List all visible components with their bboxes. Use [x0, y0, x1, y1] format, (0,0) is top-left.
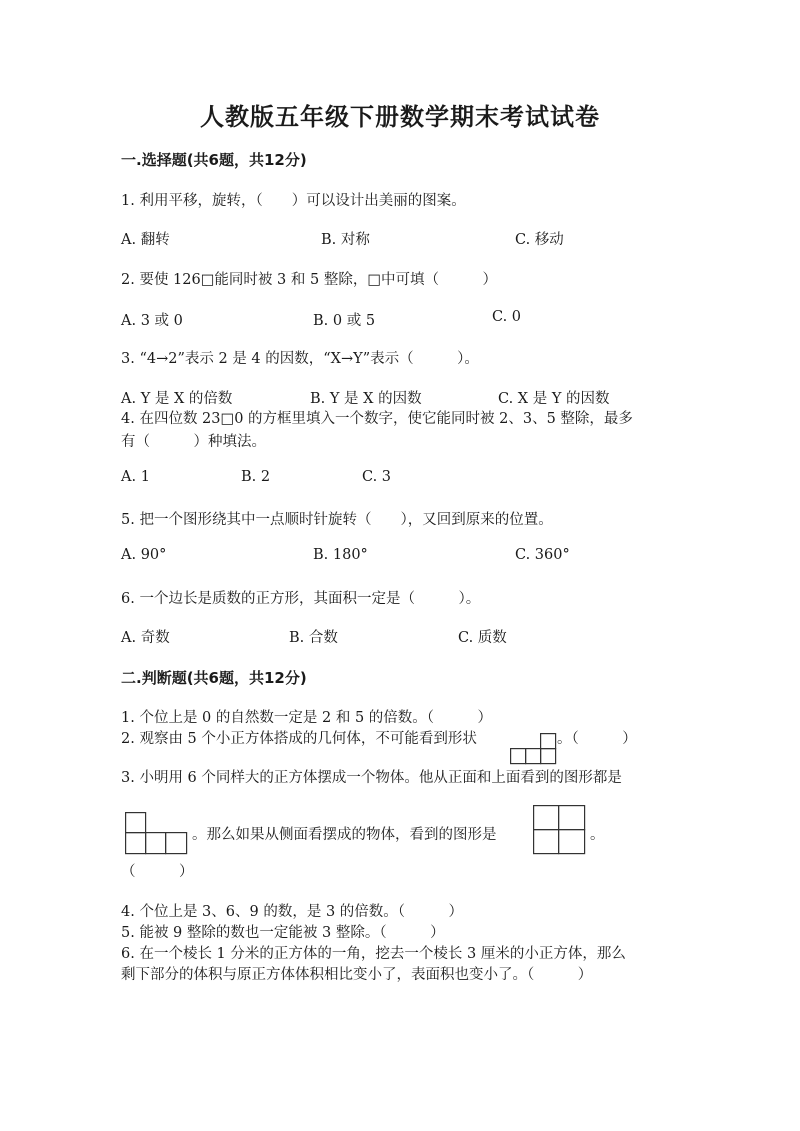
front-top-view-figure — [125, 812, 189, 856]
option-4a: A. 1 — [121, 469, 150, 485]
question-1: 1. 利用平移，旋转，（ ）可以设计出美丽的图案。 — [121, 193, 466, 209]
judge-question-4: 4. 个位上是 3、6、9 的数，是 3 的倍数。（ ） — [121, 904, 464, 920]
judge-question-3-line1: 3. 小明用 6 个同样大的正方体摆成一个物体。他从正面和上面看到的图形都是 — [121, 770, 622, 786]
option-3b: B. Y 是 X 的因数 — [310, 391, 422, 407]
option-3c: C. X 是 Y 的因数 — [498, 391, 610, 407]
question-3: 3. “4→2”表示 2 是 4 的因数，“X→Y”表示（ ）。 — [121, 351, 479, 367]
question-4-line1: 4. 在四位数 23□0 的方框里填入一个数字，使它能同时被 2、3、5 整除，最多 — [121, 411, 633, 427]
option-5c: C. 360° — [515, 547, 570, 563]
option-2b: B. 0 或 5 — [313, 313, 376, 329]
question-6: 6. 一个边长是质数的正方形，其面积一定是（ ）。 — [121, 591, 481, 607]
shape-figure-q2 — [510, 733, 558, 765]
option-5a: A. 90° — [121, 547, 167, 563]
option-2a: A. 3 或 0 — [121, 313, 183, 329]
option-4c: C. 3 — [362, 469, 392, 485]
option-4b: B. 2 — [241, 469, 271, 485]
question-4-line2: 有（ ）种填法。 — [121, 434, 266, 450]
judge-question-5: 5. 能被 9 整除的数也一定能被 3 整除。（ ） — [121, 925, 445, 941]
option-1c: C. 移动 — [515, 232, 564, 248]
judge-question-1: 1. 个位上是 0 的自然数一定是 2 和 5 的倍数。（ ） — [121, 710, 493, 726]
option-5b: B. 180° — [313, 547, 368, 563]
option-1a: A. 翻转 — [121, 232, 170, 248]
judge-question-6-line2: 剩下部分的体积与原正方体体积相比变小了，表面积也变小了。（ ） — [121, 967, 593, 983]
option-6b: B. 合数 — [289, 630, 338, 646]
section-heading-judgement: 二.判断题(共6题，共12分) — [121, 669, 307, 687]
option-3a: A. Y 是 X 的倍数 — [121, 391, 233, 407]
option-1b: B. 对称 — [321, 232, 370, 248]
judge-question-2-paren: 。（ ） — [557, 731, 637, 747]
section-heading-choice: 一.选择题(共6题，共12分) — [121, 151, 307, 169]
judge-question-2: 2. 观察由 5 个小正方体搭成的几何体，不可能看到形状 — [121, 731, 477, 747]
judge-question-3-end: 。 — [590, 827, 605, 843]
side-view-figure — [533, 805, 587, 855]
judge-question-3-paren: （ ） — [121, 864, 194, 880]
page-title: 人教版五年级下册数学期末考试试卷 — [200, 102, 600, 131]
question-2: 2. 要使 126□能同时被 3 和 5 整除，□中可填（ ） — [121, 272, 498, 288]
question-5: 5. 把一个图形绕其中一点顺时针旋转（ ），又回到原来的位置。 — [121, 512, 553, 528]
judge-question-3-mid: 。那么如果从侧面看摆成的物体，看到的图形是 — [192, 827, 497, 843]
judge-question-6-line1: 6. 在一个棱长 1 分米的正方体的一角，挖去一个棱长 3 厘米的小正方体，那么 — [121, 946, 626, 962]
option-6a: A. 奇数 — [121, 630, 170, 646]
option-6c: C. 质数 — [458, 630, 507, 646]
option-2c: C. 0 — [492, 309, 522, 325]
